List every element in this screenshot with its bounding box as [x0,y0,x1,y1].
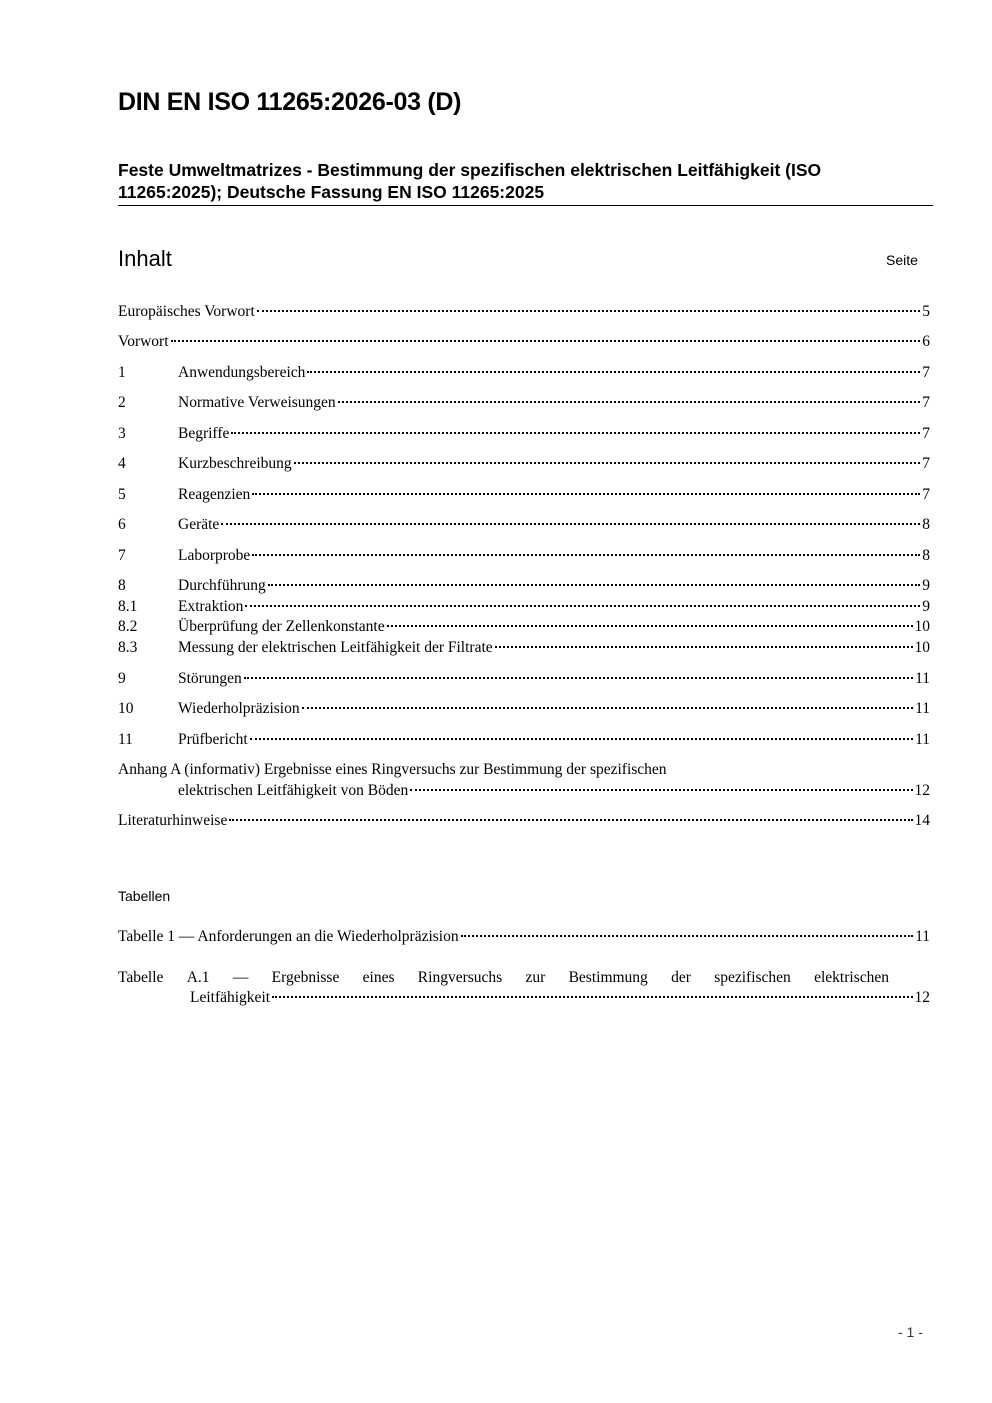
toc-entry-page: 6 [922,333,930,350]
table-entry-label: Leitfähigkeit [190,989,271,1006]
toc-leader-dots [461,935,913,937]
toc-leader-dots [268,584,920,586]
toc-entry-11[interactable] [118,730,930,750]
page-number: - 1 - [898,1324,923,1340]
toc-entry-8-1[interactable] [118,597,930,617]
toc-leader-dots [171,340,921,342]
toc-entry-number: 9 [118,670,126,687]
toc-entry-annex-a-line-1[interactable]: Anhang A (informativ) Ergebnisse eines Ringversuchs zur Bestimmung der spezifischen [118,761,667,778]
toc-entry-9[interactable] [118,669,930,689]
toc-entry-page: 5 [922,303,930,320]
toc-leader-dots [302,707,913,709]
toc-entry-8[interactable] [118,576,930,596]
toc-entry-page: 8 [922,516,930,533]
toc-entry-label: Normative Verweisungen [178,394,336,411]
toc-entry-page: 7 [922,394,930,411]
toc-leader-dots [307,371,920,373]
toc-entry-number: 2 [118,394,126,411]
toc-entry-number: 8.1 [118,598,138,615]
toc-entry-number: 6 [118,516,126,533]
word: elektrischen [814,969,889,986]
toc-entry-number: 5 [118,486,126,503]
toc-entry-label: Reagenzien [178,486,251,503]
toc-entry-label: Begriffe [178,425,230,442]
toc-entry-number: 4 [118,455,126,472]
toc-entry-bibliography[interactable] [118,811,930,831]
toc-leader-dots [252,554,920,556]
toc-entry-page: 8 [922,547,930,564]
toc-heading: Inhalt [118,246,172,271]
toc-entry-page: 11 [915,700,930,717]
table-entry-1[interactable] [118,927,930,947]
toc-leader-dots [252,493,920,495]
toc-leader-dots [495,646,913,648]
toc-leader-dots [221,523,920,525]
toc-entry-foreword[interactable] [118,332,930,352]
document-title-line-2: 11265:2025); Deutsche Fassung EN ISO 11265:2025 [118,182,545,202]
word: Tabelle [118,969,164,986]
word: Bestimmung [568,969,648,986]
toc-entry-number: 7 [118,547,126,564]
toc-entry-1[interactable] [118,363,930,383]
toc-entry-label: Kurzbeschreibung [178,455,292,472]
toc-leader-dots [257,310,920,312]
toc-entry-page: 14 [914,812,930,829]
toc-leader-dots [231,432,920,434]
toc-entry-page: 11 [915,731,930,748]
toc-entry-label: Prüfbericht [178,731,248,748]
toc-entry-page: 10 [914,618,930,635]
document-title-line-1: Feste Umweltmatrizes - Bestimmung der spezifischen elektrischen Leitfähigkeit (ISO [118,160,822,180]
word: spezifischen [714,969,791,986]
toc-entry-label: Geräte [178,516,220,533]
word: Ergebnisse [271,969,340,986]
toc-leader-dots [244,677,913,679]
toc-entry-2[interactable] [118,393,930,413]
toc-entry-6[interactable] [118,515,930,535]
toc-entry-3[interactable] [118,424,930,444]
table-entry-label: Tabelle 1 — Anforderungen an die Wiederholpräzision [118,928,459,945]
toc-entry-label: Messung der elektrischen Leitfähigkeit der Filtrate [178,639,493,656]
toc-leader-dots [387,625,913,627]
word: eines [362,969,395,986]
toc-entry-8-3[interactable] [118,638,930,658]
toc-entry-5[interactable] [118,485,930,505]
document-title [118,159,933,206]
toc-entry-page: 7 [922,455,930,472]
toc-entry-page: 7 [922,364,930,381]
toc-entry-label: Laborprobe [178,547,251,564]
toc-entry-8-2[interactable] [118,617,930,637]
toc-entry-page: 7 [922,425,930,442]
toc-entry-number: 10 [118,700,134,717]
toc-entry-page: 11 [915,670,930,687]
toc-leader-dots [338,401,921,403]
toc-leader-dots [410,789,912,791]
toc-entry-number: 8.3 [118,639,138,656]
toc-entry-number: 1 [118,364,126,381]
table-entry-page: 12 [914,989,930,1006]
toc-entry-page: 7 [922,486,930,503]
word: — [232,969,249,986]
toc-entry-european-foreword[interactable] [118,302,930,322]
toc-entry-label: Störungen [178,670,242,687]
toc-entry-10[interactable] [118,699,930,719]
table-entry-a1[interactable] [190,988,930,1008]
word: Ringversuchs [417,969,503,986]
toc-entry-number: 8.2 [118,618,138,635]
toc-entry-number: 8 [118,577,126,594]
toc-leader-dots [272,996,912,998]
toc-entry-annex-a[interactable] [178,781,930,801]
tables-heading: Tabellen [118,888,171,904]
word: A.1 [186,969,210,986]
toc-entry-label: Anwendungsbereich [178,364,306,381]
toc-entry-label: elektrischen Leitfähigkeit von Böden [178,782,409,799]
word: zur [525,969,546,986]
toc-entry-label: Literaturhinweise [118,812,228,829]
toc-page-column-label: Seite [886,252,918,268]
toc-leader-dots [245,605,920,607]
toc-entry-label: Überprüfung der Zellenkonstante [178,618,385,635]
toc-leader-dots [250,738,913,740]
toc-entry-4[interactable] [118,454,930,474]
toc-entry-number: 3 [118,425,126,442]
toc-entry-7[interactable] [118,546,930,566]
toc-leader-dots [229,819,912,821]
word: der [671,969,691,986]
toc-entry-page: 12 [914,782,930,799]
toc-entry-page: 9 [922,598,930,615]
toc-entry-number: 11 [118,731,133,748]
document-id: DIN EN ISO 11265:2026-03 (D) [118,88,462,116]
toc-entry-label: Europäisches Vorwort [118,303,255,320]
toc-entry-page: 9 [922,577,930,594]
toc-entry-label: Vorwort [118,333,169,350]
toc-entry-label: Durchführung [178,577,266,594]
toc-leader-dots [294,462,921,464]
table-entry-a1-line-1[interactable] [118,968,889,988]
toc-entry-label: Wiederholpräzision [178,700,300,717]
toc-entry-page: 10 [914,639,930,656]
toc-entry-label: Extraktion [178,598,244,615]
table-entry-page: 11 [915,928,930,945]
